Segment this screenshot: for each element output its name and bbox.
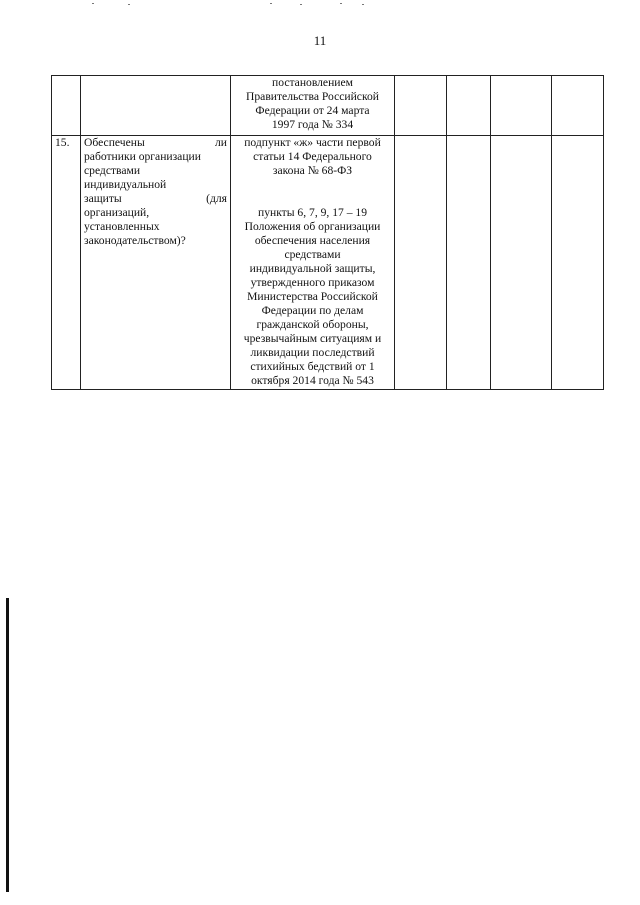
answer-yes-cell — [395, 76, 447, 136]
answer-na-cell — [491, 76, 552, 136]
question-line: организаций, — [84, 206, 150, 219]
row-number-cell: 15. — [52, 136, 81, 390]
question-line — [84, 136, 227, 150]
notes-cell — [552, 76, 604, 136]
basis-line: обеспечения населения — [254, 234, 371, 247]
row-number-cell — [52, 76, 81, 136]
basis-line: закона № 68-ФЗ — [272, 164, 353, 177]
legal-basis-cell — [231, 136, 395, 390]
question-line: установленных — [84, 220, 160, 233]
question-cell — [81, 136, 231, 390]
legal-basis-cell — [231, 76, 395, 136]
basis-line: Министерства Российской — [247, 290, 378, 303]
basis-line: Правительства Российской — [246, 90, 379, 103]
question-word: (для — [206, 192, 227, 205]
basis-line: 1997 года № 334 — [271, 118, 354, 131]
question-word: Обеспечены — [84, 136, 145, 149]
scan-edge-mark — [6, 598, 9, 892]
question-word: защиты — [84, 192, 122, 205]
basis-line: чрезвычайным ситуациям и — [243, 332, 382, 345]
answer-no-cell — [447, 136, 491, 390]
basis-spacer — [234, 178, 391, 206]
scan-header-noise — [0, 0, 640, 10]
basis-line: подпункт «ж» части первой — [244, 136, 381, 149]
question-line: законодательством)? — [84, 234, 186, 247]
basis-line: постановлением — [272, 76, 353, 89]
table-row-15 — [52, 136, 604, 390]
answer-na-cell — [491, 136, 552, 390]
question-line: работники организации — [84, 150, 201, 163]
page-number: 11 — [313, 33, 327, 48]
basis-line: октября 2014 года № 543 — [251, 374, 374, 387]
notes-cell — [552, 136, 604, 390]
basis-line: пункты 6, 7, 9, 17 – 19 — [257, 206, 367, 219]
answer-no-cell — [447, 76, 491, 136]
basis-line: гражданской обороны, — [256, 318, 369, 331]
basis-line: средствами — [284, 248, 341, 261]
basis-line: утвержденного приказом — [250, 276, 375, 289]
question-word: ли — [215, 136, 227, 149]
question-cell — [81, 76, 231, 136]
basis-line: индивидуальной защиты, — [249, 262, 376, 275]
basis-line: Положения об организации — [244, 220, 381, 233]
question-line — [84, 192, 227, 206]
basis-line: стихийных бедствий от 1 — [250, 360, 375, 373]
question-line: индивидуальной — [84, 178, 167, 191]
table-row-continuation — [52, 76, 604, 136]
requirements-table — [51, 75, 604, 390]
question-line: средствами — [84, 164, 141, 177]
basis-line: ликвидации последствий — [250, 346, 375, 359]
basis-line: Федерации от 24 марта — [255, 104, 370, 117]
basis-line: статьи 14 Федерального — [253, 150, 372, 163]
answer-yes-cell — [395, 136, 447, 390]
basis-line: Федерации по делам — [261, 304, 364, 317]
